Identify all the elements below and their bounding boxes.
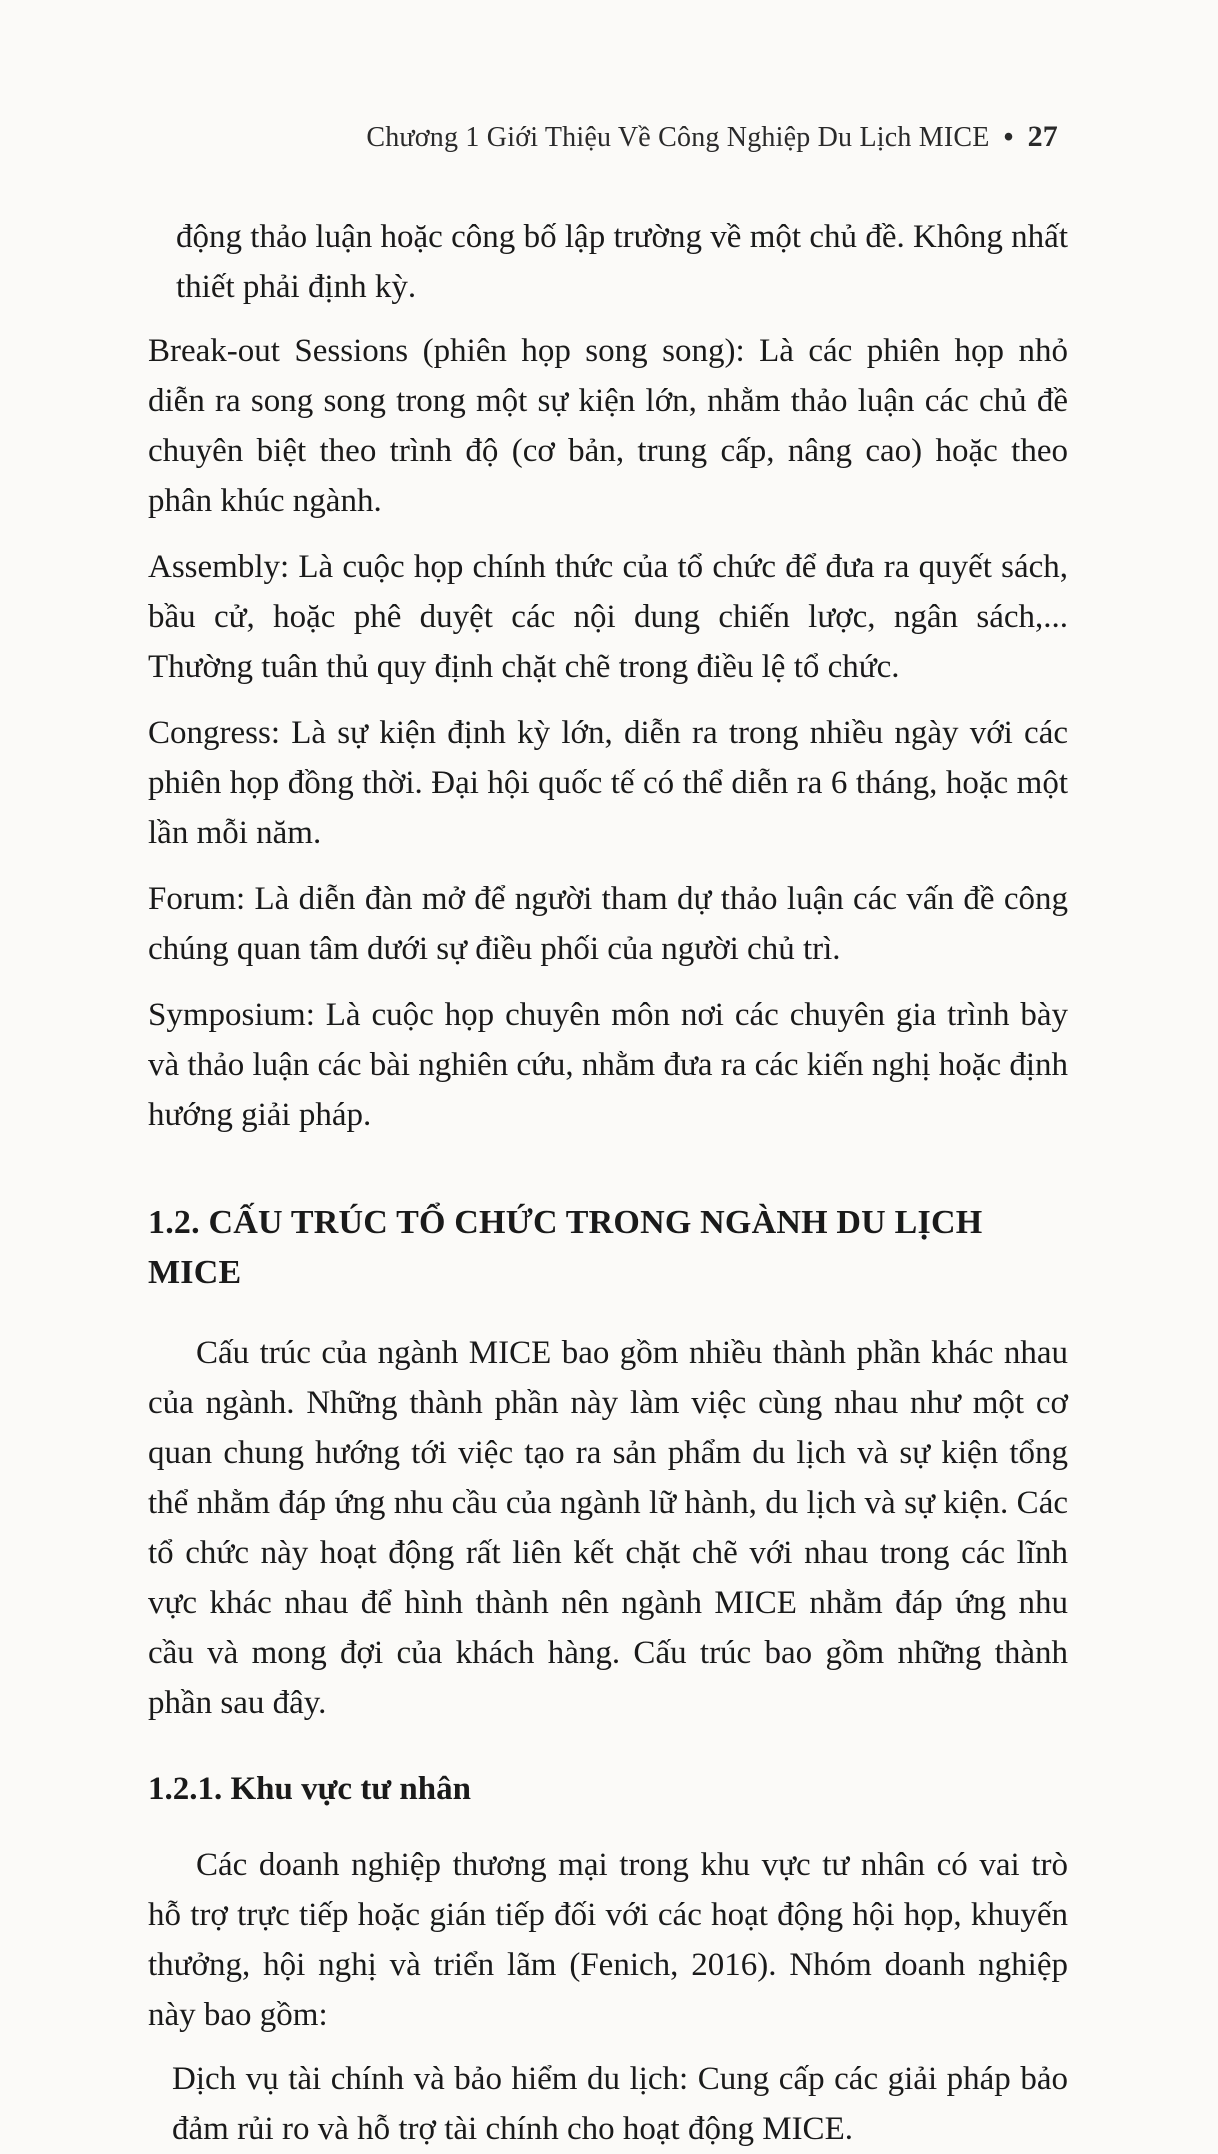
continuation-paragraph: động thảo luận hoặc công bố lập trường về một chủ đề. Không nhất thiết phải định kỳ. — [176, 219, 1068, 305]
subsection-paragraph: Các doanh nghiệp thương mại trong khu vực tư nhân có vai trò hỗ trợ trực tiếp hoặc gián tiếp đối với các hoạt động hội họp, khuyến thưởng, hội nghị và triển lãm (Fenich, 2016). Nhóm doanh nghiệp này bao gồm: — [148, 1847, 1068, 2033]
running-header — [366, 120, 1058, 154]
definition-congress: Congress: Là sự kiện định kỳ lớn, diễn ra trong nhiều ngày với các phiên họp đồng thời. Đại hội quốc tế có thể diễn ra 6 tháng, hoặc một lần mỗi năm. — [148, 715, 1068, 851]
definition-break-out-sessions: Break-out Sessions (phiên họp song song): Là các phiên họp nhỏ diễn ra song song trong một sự kiện lớn, nhằm thảo luận các chủ đề chuyên biệt theo trình độ (cơ bản, trung cấp, nâng cao) hoặc theo phân khúc ngành. — [148, 333, 1068, 519]
subsection-heading: 1.2.1. Khu vực tư nhân — [148, 1771, 471, 1807]
definition-forum: Forum: Là diễn đàn mở để người tham dự thảo luận các vấn đề công chúng quan tâm dưới sự điều phối của người chủ trì. — [148, 881, 1068, 967]
list-item-financial-services: Dịch vụ tài chính và bảo hiểm du lịch: Cung cấp các giải pháp bảo đảm rủi ro và hỗ trợ tài chính cho hoạt động MICE. — [172, 2061, 1068, 2147]
page-content — [148, 212, 1068, 2154]
running-title: Chương 1 Giới Thiệu Về Công Nghiệp Du Lịch MICE — [366, 122, 990, 153]
definition-symposium: Symposium: Là cuộc họp chuyên môn nơi các chuyên gia trình bày và thảo luận các bài nghiên cứu, nhằm đưa ra các kiến nghị hoặc định hướng giải pháp. — [148, 997, 1069, 1133]
section-paragraph: Cấu trúc của ngành MICE bao gồm nhiều thành phần khác nhau của ngành. Những thành phần này làm việc cùng nhau như một cơ quan chung hướng tới việc tạo ra sản phẩm du lịch và sự kiện tổng thể nhằm đáp ứng nhu cầu của ngành lữ hành, du lịch và sự kiện. Các tổ chức này hoạt động rất liên kết chặt chẽ với nhau trong các lĩnh vực khác nhau để hình thành nên ngành MICE nhằm đáp ứng nhu cầu và mong đợi của khách hàng. Cấu trúc bao gồm những thành phần sau đây. — [148, 1335, 1068, 1721]
definition-assembly: Assembly: Là cuộc họp chính thức của tổ chức để đưa ra quyết sách, bầu cử, hoặc phê duyệt các nội dung chiến lược, ngân sách,... Thường tuân thủ quy định chặt chẽ trong điều lệ tổ chức. — [148, 549, 1068, 685]
page-number: 27 — [1027, 120, 1058, 153]
header-separator: • — [1003, 122, 1014, 153]
section-heading: 1.2. CẤU TRÚC TỔ CHỨC TRONG NGÀNH DU LỊCH MICE — [148, 1204, 983, 1291]
